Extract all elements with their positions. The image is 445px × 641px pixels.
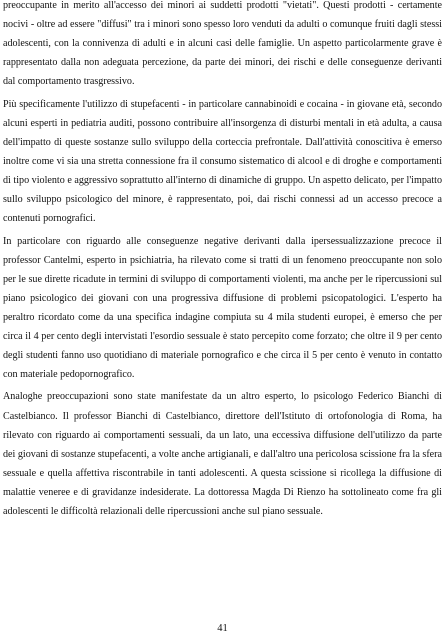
paragraph-2: Più specificamente l'utilizzo di stupefacenti - in particolare cannabinoidi e cocaina - in giovane età, secondo alcuni esperti in pediatria auditi, possono contribuire all'insorgenza di disturbi mentali in età adulta, a causa dell'impatto di queste sostanze sullo sviluppo della corteccia prefrontale. Dall'attività conoscitiva è emerso inoltre come vi sia una stretta connessione fra il consumo sistematico di alcool e di droghe e comportamenti di tipo violento e aggressivo soprattutto all'interno di dinamiche di gruppo. Un aspetto delicato, per l'impatto sullo sviluppo psicologico del minore, è rappresentato, poi, dai rischi connessi ad un accesso precoce a contenuti pornografici. xyxy=(3,98,442,225)
paragraph-3: In particolare con riguardo alle conseguenze negative derivanti dalla ipersessualizzazione precoce il professor Cantelmi, esperto in psichiatria, ha rilevato come si tratti di un fenomeno preoccupante non solo per le sue dirette ricadute in termini di sviluppo di comportamenti violenti, ma anche per le ripercussioni sul piano psicologico dei giovani con una progressiva diffusione di problemi psicopatologici. L'esperto ha peraltro ricordato come da una specifica indagine compiuta su 4 mila studenti europei, è emerso che per circa il 4 per cento degli intervistati l'esordio sessuale è stato percepito come forzato; che oltre il 9 per cento degli studenti fanno uso quotidiano di materiale pornografico e che circa il 5 per cento è venuto in contatto con materiale pedopornografico. xyxy=(3,235,442,381)
paragraph-4: Analoghe preoccupazioni sono state manifestate da un altro esperto, lo psicologo Federico Bianchi di Castelbianco. Il professor Bianchi di Castelbianco, direttore dell'Istituto di ortofonologia di Roma, ha rilevato con riguardo ai comportamenti sessuali, da un lato, una eccessiva diffusione dell'utilizzo da parte dei giovani di sostanze stupefacenti, a volte anche artigianali, e dall'altro una pericolosa scissione fra la sfera sessuale e quella affettiva riscontrabile in tanti adolescenti. A questa scissione si ricollega la diffusione di malattie veneree e di gravidanze indesiderate. La dottoressa Magda Di Rienzo ha sottolineato come fra gli adolescenti le difficoltà relazionali delle ripercussioni anche sul piano sessuale. xyxy=(3,391,442,517)
document-body xyxy=(3,0,442,524)
page-number: 41 xyxy=(217,623,228,634)
paragraph-1: preoccupante in merito all'accesso dei minori ai suddetti prodotti "vietati". Questi prodotti - certamente nocivi - oltre ad essere "diffusi" tra i minori sono spesso loro venduti da adulti o comunque fruiti dagli stessi adolescenti, con la connivenza di adulti e in alcuni casi delle famiglie. Un aspetto particolarmente grave è rappresentato dalla non adeguata percezione, da parte dei minori, dei rischi e delle conseguenze derivanti dal comportamento trasgressivo. xyxy=(3,0,442,88)
